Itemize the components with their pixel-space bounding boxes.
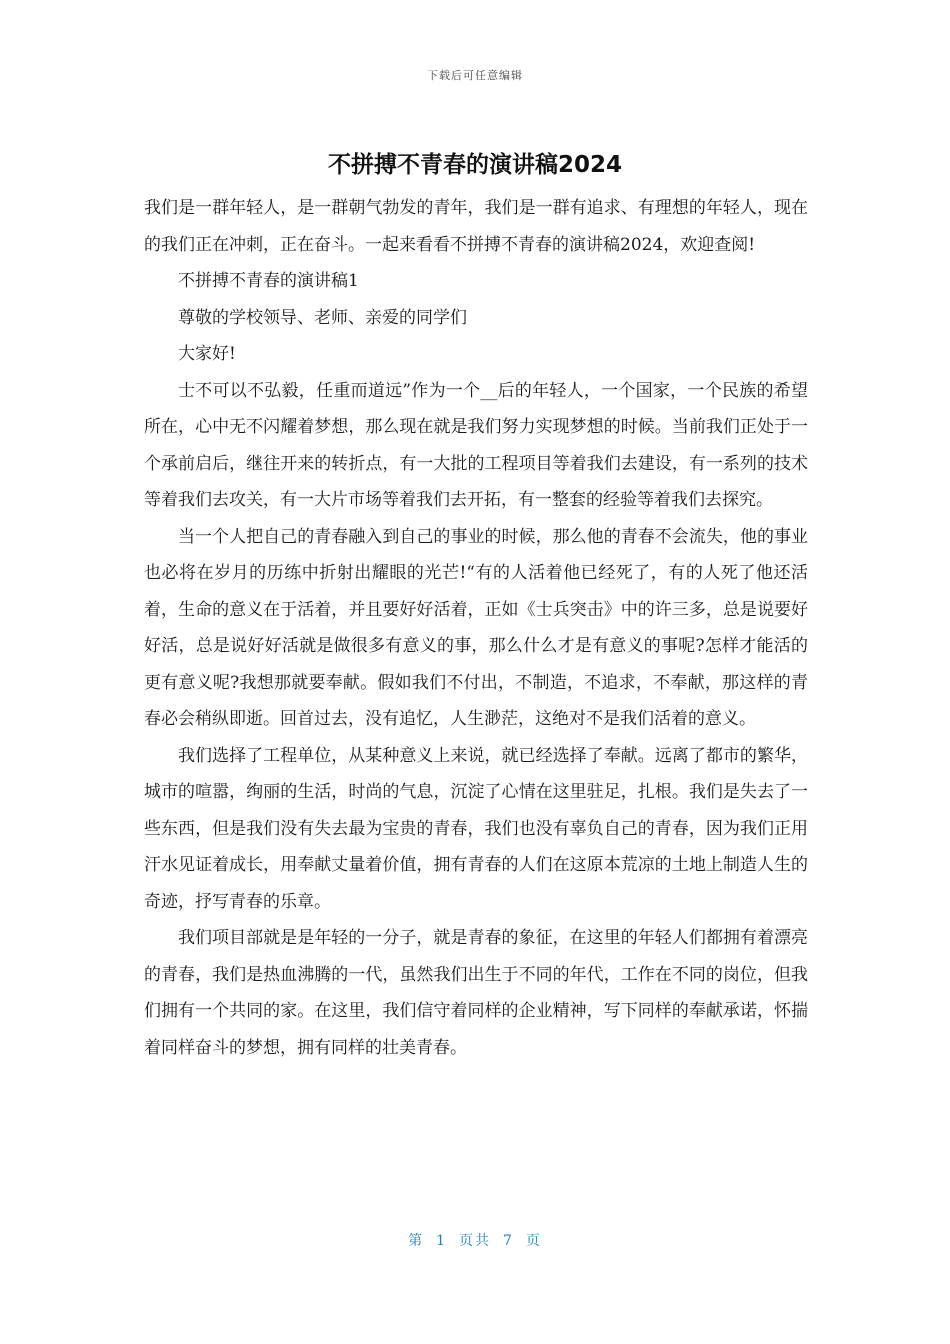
body-paragraph: 我们项目部就是是年轻的一分子，就是青春的象征，在这里的年轻人们都拥有着漂亮的青春，我们是热血沸腾的一代，虽然我们出生于不同的年代，工作在不同的岗位，但我们拥有一个共同的家。在这里，我们信守着同样的企业精神，写下同样的奉献承诺，怀揣着同样奋斗的梦想，拥有同样的壮美青春。 bbox=[144, 928, 808, 1058]
header-note: 下载后可任意编辑 bbox=[427, 69, 523, 82]
footer-total-pages: 7 bbox=[503, 1233, 514, 1249]
footer-suffix: 页 bbox=[525, 1233, 542, 1249]
body-paragraph: 当一个人把自己的青春融入到自己的事业的时候，那么他的青春不会流失，他的事业也必将在岁月的历练中折射出耀眼的光芒!“有的人活着他已经死了，有的人死了他还活着，生命的意义在于活着，并且要好好活着，正如《士兵突击》中的许三多，总是说要好好活，总是说好好活就是做很多有意义的事，那么什么才是有意义的事呢?怎样才能活的更有意义呢?我想那就要奉献。假如我们不付出，不制造，不追求，不奉献，那这样的青春必会稍纵即逝。回首过去，没有追忆，人生渺茫，这绝对不是我们活着的意义。 bbox=[144, 526, 808, 729]
footer-prefix: 第 bbox=[408, 1233, 425, 1249]
footer-page-number: 1 bbox=[436, 1233, 447, 1249]
document-body bbox=[144, 190, 808, 1066]
body-paragraph: 士不可以不弘毅，任重而道远”作为一个__后的年轻人，一个国家，一个民族的希望所在，心中无不闪耀着梦想，那么现在就是我们努力实现梦想的时候。当前我们正处于一个承前启后，继往开来的转折点，有一大批的工程项目等着我们去建设，有一系列的技术等着我们去攻关，有一大片市场等着我们去开拓，有一整套的经验等着我们去探究。 bbox=[144, 380, 808, 510]
greeting: 大家好! bbox=[178, 344, 236, 364]
footer-middle: 页共 bbox=[459, 1233, 491, 1249]
intro-paragraph: 我们是一群年轻人，是一群朝气勃发的青年，我们是一群有追求、有理想的年轻人，现在的我们正在冲刺，正在奋斗。一起来看看不拼搏不青春的演讲稿2024，欢迎查阅! bbox=[144, 198, 808, 255]
speech-heading: 不拼搏不青春的演讲稿1 bbox=[178, 271, 359, 291]
page-footer bbox=[0, 1230, 950, 1250]
salutation: 尊敬的学校领导、老师、亲爱的同学们 bbox=[178, 307, 467, 328]
document-title: 不拼搏不青春的演讲稿2024 bbox=[327, 152, 622, 178]
body-paragraph: 我们选择了工程单位，从某种意义上来说，就已经选择了奉献。远离了都市的繁华，城市的喧嚣，绚丽的生活，时尚的气息，沉淀了心情在这里驻足，扎根。我们是失去了一些东西，但是我们没有失去最为宝贵的青春，我们也没有辜负自己的青春，因为我们正用汗水见证着成长，用奉献丈量着价值，拥有青春的人们在这原本荒凉的土地上制造人生的奇迹，抒写青春的乐章。 bbox=[144, 745, 808, 912]
